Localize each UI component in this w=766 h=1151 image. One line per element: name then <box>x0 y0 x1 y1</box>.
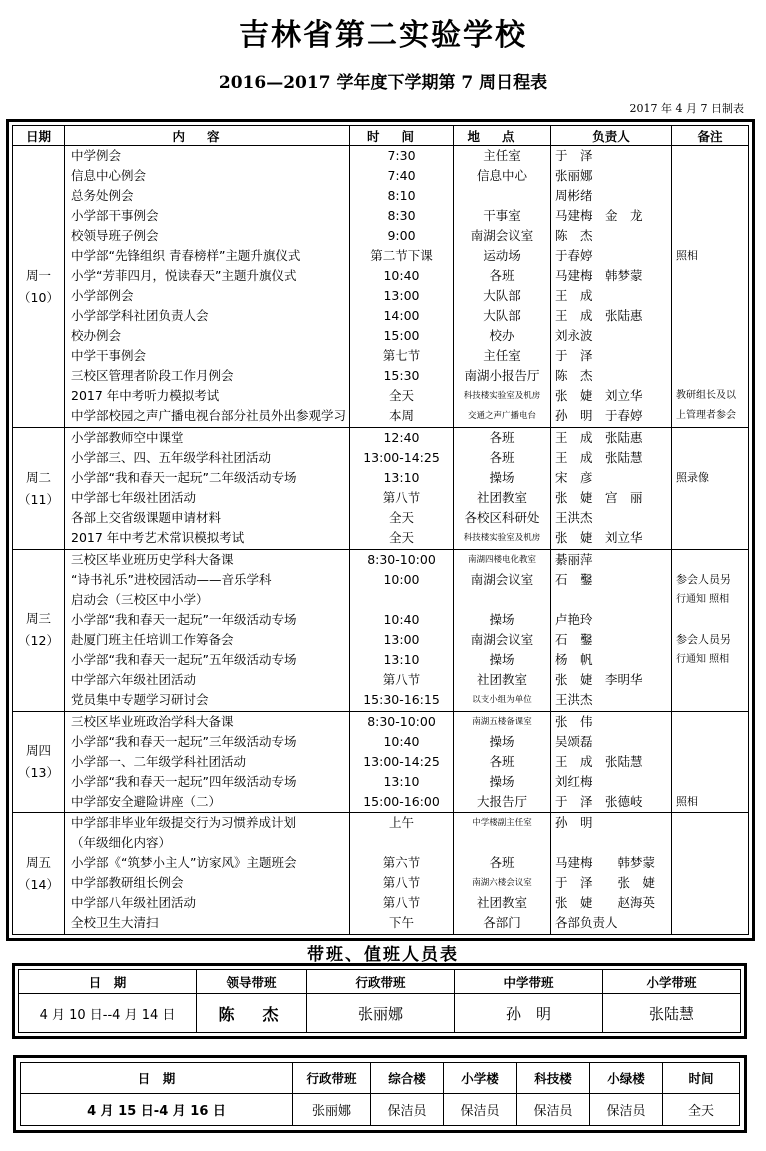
day-number: （13） <box>18 765 59 781</box>
duty-primary: 张陆慧 <box>603 994 741 1033</box>
event-time: 第二节下课 <box>370 248 433 263</box>
event-place: 各校区科研处 <box>464 510 540 526</box>
note-text: 教研组长及以 <box>676 390 736 401</box>
event-content-column <box>65 428 350 550</box>
event-person: 马建梅 金 龙 <box>555 208 643 223</box>
event-content: 全校卫生大清扫 <box>71 915 159 931</box>
event-content: （年级细化内容） <box>71 835 172 851</box>
event-time: 第六节 <box>382 855 421 871</box>
event-content: 赴厦门班主任培训工作筹备会 <box>71 632 234 648</box>
event-content-column <box>65 550 350 712</box>
event-person: 张 婕 李明华 <box>555 672 643 688</box>
duty-header-primary: 小学带班 <box>603 970 741 994</box>
event-time: 9:00 <box>387 228 416 243</box>
day-number: （10） <box>18 289 59 305</box>
event-content: 小学部例会 <box>71 288 134 303</box>
event-place: 校办 <box>489 328 515 343</box>
event-time: 15:30-16:15 <box>363 692 440 708</box>
event-place: 科技楼实验室及机房 <box>463 533 541 544</box>
note-text: 行通知 照相 <box>676 594 730 606</box>
duty-frame <box>12 963 747 1039</box>
event-time: 14:00 <box>383 308 420 323</box>
weekend-primary: 保洁员 <box>444 1093 517 1125</box>
event-person: 张丽娜 <box>555 168 593 183</box>
event-content: 小学部三、四、五年级学科社团活动 <box>71 450 272 466</box>
event-place: 操场 <box>489 733 515 749</box>
event-time: 13:00 <box>383 288 420 303</box>
event-place: 主任室 <box>483 348 521 363</box>
event-person: 张 伟 <box>555 713 593 729</box>
event-content: “诗书礼乐”进校园活动——音乐学科 <box>71 572 272 588</box>
day-cell <box>13 550 65 712</box>
event-place: 科技楼实验室及机房 <box>463 391 541 401</box>
event-time-column <box>350 711 454 813</box>
event-time: 10:40 <box>383 612 420 628</box>
event-content: 各部上交省级课题申请材料 <box>71 510 222 526</box>
duty-admin: 张丽娜 <box>307 994 455 1033</box>
day-row <box>13 146 749 428</box>
duty-header-date: 日 期 <box>19 970 197 994</box>
event-person: 卢艳玲 <box>555 612 593 628</box>
weekend-green: 保洁员 <box>590 1093 663 1125</box>
event-place: 各部门 <box>483 915 521 931</box>
event-person: 于 泽 <box>555 348 593 363</box>
header-person: 负责人 <box>551 126 672 146</box>
day-cell <box>13 428 65 550</box>
schedule-table <box>12 125 749 935</box>
event-place: 各班 <box>489 855 515 871</box>
event-place: 南湖五楼备课室 <box>472 716 532 727</box>
event-place: 南湖六楼会议室 <box>472 878 532 889</box>
event-time: 13:00-14:25 <box>363 753 440 769</box>
event-content-column <box>65 813 350 935</box>
note-text: 照相 <box>676 249 698 262</box>
note-column <box>672 146 749 428</box>
event-place: 操场 <box>489 652 515 668</box>
event-time: 全天 <box>388 530 414 546</box>
event-content-column <box>65 146 350 428</box>
day-row <box>13 813 749 935</box>
weekend-header-general: 综合楼 <box>371 1063 444 1094</box>
header-time: 时间 <box>350 126 454 146</box>
event-time: 第八节 <box>382 672 421 688</box>
event-person <box>551 833 671 853</box>
event-place: 南湖会议室 <box>470 632 534 648</box>
duty-title: 带班、值班人员表 <box>307 945 459 965</box>
page-title: 吉林省第二实验学校 <box>239 18 527 53</box>
event-place: 以支小组为单位 <box>472 695 532 706</box>
event-time: 8:10 <box>387 188 416 203</box>
event-time: 13:10 <box>383 773 420 789</box>
event-person: 石 鑿 <box>555 632 593 648</box>
event-person: 于 泽 <box>555 148 593 163</box>
event-time: 8:30-10:00 <box>367 713 436 729</box>
event-place: 南湖会议室 <box>470 572 534 588</box>
schedule-frame <box>6 119 755 941</box>
event-time: 13:10 <box>383 652 420 668</box>
event-content: 三校区毕业班政治学科大备课 <box>71 713 234 729</box>
event-content: 小学部教师空中课堂 <box>71 430 184 446</box>
event-content: 校领导班子例会 <box>71 228 159 243</box>
event-person: 孙 明 于春婷 <box>555 408 643 423</box>
duty-leader: 陈 杰 <box>197 994 307 1033</box>
event-content: 小学部“我和春天一起玩”五年级活动专场 <box>71 652 297 668</box>
weekend-general: 保洁员 <box>371 1093 444 1125</box>
weekend-header-green: 小绿楼 <box>590 1063 663 1094</box>
event-place-column <box>454 550 551 712</box>
event-content: 中学部校园之声广播电视台部分社员外出参观学习 <box>71 408 347 423</box>
event-time: 10:00 <box>383 572 420 588</box>
note-text: 参会人员另 <box>676 633 731 647</box>
duty-header-leader: 领导带班 <box>197 970 307 994</box>
event-time: 12:40 <box>383 430 420 446</box>
event-content: 中学部“先锋组织 青春榜样”主题升旗仪式 <box>71 248 301 263</box>
event-content: 小学部“我和春天一起玩”二年级活动专场 <box>71 470 297 486</box>
duty-middle: 孙 明 <box>455 994 603 1033</box>
event-place: 社团教室 <box>476 672 527 688</box>
event-content: 2017 年中考艺术常识模拟考试 <box>71 530 245 546</box>
event-content: 小学部“我和春天一起玩”三年级活动专场 <box>71 733 297 749</box>
schedule-body <box>13 146 749 935</box>
event-place: 各班 <box>489 753 515 769</box>
event-time-column <box>350 813 454 935</box>
event-person: 刘永波 <box>555 328 593 343</box>
day-cell <box>13 813 65 935</box>
event-content: 小学“芳菲四月，悦读春天”主题升旗仪式 <box>71 268 297 283</box>
day-number: （11） <box>18 491 59 507</box>
note-text: 照录像 <box>676 471 709 485</box>
event-time: 8:30 <box>387 208 416 223</box>
note-column <box>672 813 749 935</box>
event-time <box>350 833 453 853</box>
note-text: 参会人员另 <box>676 573 731 587</box>
event-place: 社团教室 <box>476 490 527 506</box>
note-column <box>672 428 749 550</box>
day-row <box>13 428 749 550</box>
event-content: 中学部八年级社团活动 <box>71 895 197 911</box>
event-person: 石 鑿 <box>555 572 593 588</box>
event-place <box>454 186 550 206</box>
event-time: 上午 <box>388 815 414 831</box>
event-person: 于 泽 张 婕 <box>555 875 656 891</box>
event-time: 13:00 <box>383 632 420 648</box>
event-person: 各部负责人 <box>555 915 618 931</box>
event-person-column <box>551 813 672 935</box>
duty-header-admin: 行政带班 <box>307 970 455 994</box>
event-person: 张 婕 宫 丽 <box>555 490 643 506</box>
event-person: 吴颂磊 <box>555 733 593 749</box>
event-place: 各班 <box>489 430 515 446</box>
event-place: 操场 <box>489 470 515 486</box>
event-time: 7:40 <box>387 168 416 183</box>
event-person: 马建梅 韩梦蒙 <box>555 855 656 871</box>
day-cell <box>13 711 65 813</box>
weekend-frame <box>13 1055 747 1133</box>
event-time: 第八节 <box>382 875 421 891</box>
day-name: 周三 <box>25 611 51 627</box>
event-time: 15:30 <box>383 368 420 383</box>
weekend-header-primary: 小学楼 <box>444 1063 517 1094</box>
event-time: 本周 <box>388 408 414 423</box>
event-place: 社团教室 <box>476 895 527 911</box>
note-text: 行通知 照相 <box>676 654 730 666</box>
event-place: 南湖小报告厅 <box>464 368 540 383</box>
weekend-admin: 张丽娜 <box>293 1093 371 1125</box>
event-person: 王洪杰 <box>555 692 593 708</box>
event-time: 第七节 <box>382 348 421 363</box>
event-time: 10:40 <box>383 268 420 283</box>
event-time-column <box>350 428 454 550</box>
event-person: 张 婕 刘立华 <box>555 530 643 546</box>
event-time-column <box>350 146 454 428</box>
event-person: 王 成 张陆慧 <box>555 753 643 769</box>
event-content: 启动会（三校区中小学） <box>71 592 209 608</box>
weekend-date: 4 月 15 日-4 月 16 日 <box>21 1093 293 1125</box>
event-person: 王 成 张陆惠 <box>555 430 643 446</box>
event-person: 于 泽 张德岐 <box>555 793 643 809</box>
day-row <box>13 711 749 813</box>
event-person: 陈 杰 <box>555 228 593 243</box>
event-time-column <box>350 550 454 712</box>
weekend-header-date: 日 期 <box>21 1063 293 1094</box>
event-person: 王 成 张陆惠 <box>555 308 643 323</box>
event-time: 8:30-10:00 <box>367 552 436 568</box>
weekend-table <box>20 1062 740 1126</box>
page-subtitle: 2016—2017 学年度下学期第 7 周日程表 <box>218 73 548 93</box>
event-content: 信息中心例会 <box>71 168 147 183</box>
event-place-column <box>454 146 551 428</box>
duty-date: 4 月 10 日--4 月 14 日 <box>19 994 197 1033</box>
event-content: 中学部非毕业年级提交行为习惯养成计划 <box>71 815 297 831</box>
event-content: 总务处例会 <box>71 188 134 203</box>
day-name: 周五 <box>25 854 51 870</box>
event-time: 13:10 <box>383 470 420 486</box>
event-person-column <box>551 711 672 813</box>
event-content: 小学部一、二年级学科社团活动 <box>71 753 247 769</box>
event-person: 王 成 张陆慧 <box>555 450 643 466</box>
day-number: （14） <box>18 876 59 892</box>
event-time: 15:00-16:00 <box>363 793 440 809</box>
note-text: 上管理者参会 <box>676 410 736 421</box>
event-place-column <box>454 428 551 550</box>
event-person: 周彬绪 <box>555 188 593 203</box>
weekend-header-tech: 科技楼 <box>517 1063 590 1094</box>
event-person: 王 成 <box>555 288 593 303</box>
note-column <box>672 711 749 813</box>
duty-header-middle: 中学带班 <box>455 970 603 994</box>
event-person: 马建梅 韩梦蒙 <box>555 268 643 283</box>
event-person-column <box>551 550 672 712</box>
event-time: 下午 <box>388 915 414 931</box>
header-content: 内容 <box>65 126 350 146</box>
event-place: 干事室 <box>483 208 521 223</box>
event-person: 孙 明 <box>555 815 593 831</box>
event-person <box>551 590 671 610</box>
day-cell <box>13 146 65 428</box>
event-place: 操场 <box>489 773 515 789</box>
event-time: 全天 <box>388 388 414 403</box>
event-content: 三校区管理者阶段工作月例会 <box>71 368 234 383</box>
event-place: 大队部 <box>483 288 521 303</box>
event-time: 全天 <box>388 510 414 526</box>
event-content: 中学部七年级社团活动 <box>71 490 197 506</box>
event-content: 中学干事例会 <box>71 348 147 363</box>
event-place: 大队部 <box>483 308 521 323</box>
event-content: 中学部安全避险讲座（二） <box>71 793 222 809</box>
event-content: 三校区毕业班历史学科大备课 <box>71 552 234 568</box>
event-person: 刘红梅 <box>555 773 593 789</box>
header-note: 备注 <box>672 126 749 146</box>
event-person: 张 婕 刘立华 <box>555 388 643 403</box>
event-person-column <box>551 428 672 550</box>
event-place: 大报告厅 <box>476 793 527 809</box>
weekend-header-time: 时间 <box>663 1063 740 1094</box>
event-content: 2017 年中考听力模拟考试 <box>71 388 220 403</box>
event-place: 南湖四楼电化教室 <box>467 555 536 566</box>
duty-table <box>18 969 741 1033</box>
made-date: 2017 年 4 月 7 日制表 <box>629 102 744 115</box>
event-place-column <box>454 813 551 935</box>
event-place: 南湖会议室 <box>470 228 534 243</box>
day-name: 周一 <box>25 267 51 283</box>
event-content: 小学部学科社团负责人会 <box>71 308 209 323</box>
event-content: 小学部“我和春天一起玩”一年级活动专场 <box>71 612 297 628</box>
event-person: 王洪杰 <box>555 510 593 526</box>
event-time: 第八节 <box>382 895 421 911</box>
note-column <box>672 550 749 712</box>
weekend-tech: 保洁员 <box>517 1093 590 1125</box>
event-content: 小学部《“筑梦小主人”访家风》主题班会 <box>71 855 297 871</box>
event-person-column <box>551 146 672 428</box>
event-place: 操场 <box>489 612 515 628</box>
event-person: 陈 杰 <box>555 368 593 383</box>
event-content: 中学部六年级社团活动 <box>71 672 197 688</box>
event-place: 交通之声广播电台 <box>467 411 536 421</box>
event-content-column <box>65 711 350 813</box>
event-time: 第八节 <box>382 490 421 506</box>
event-person: 张 婕 赵海英 <box>555 895 656 911</box>
event-person: 綦丽萍 <box>555 552 593 568</box>
event-person: 宋 彦 <box>555 470 593 486</box>
event-place: 运动场 <box>483 248 521 263</box>
event-place <box>454 833 550 853</box>
day-name: 周二 <box>25 469 51 485</box>
event-content: 小学部“我和春天一起玩”四年级活动专场 <box>71 773 297 789</box>
note-text: 照相 <box>676 794 698 808</box>
event-content: 中学例会 <box>71 148 122 163</box>
event-place: 中学楼副主任室 <box>472 818 532 829</box>
event-place-column <box>454 711 551 813</box>
event-place <box>454 590 550 610</box>
weekend-header-admin: 行政带班 <box>293 1063 371 1094</box>
event-content: 党员集中专题学习研讨会 <box>71 692 209 708</box>
event-place: 各班 <box>489 268 515 283</box>
day-name: 周四 <box>25 743 51 759</box>
event-time: 13:00-14:25 <box>363 450 440 466</box>
event-content: 校办例会 <box>71 328 122 343</box>
day-number: （12） <box>18 633 59 649</box>
event-time: 10:40 <box>383 733 420 749</box>
weekend-time: 全天 <box>663 1093 740 1125</box>
event-person: 杨 帆 <box>555 652 593 668</box>
header-place: 地点 <box>454 126 551 146</box>
event-place: 信息中心 <box>476 168 527 183</box>
event-person: 于春婷 <box>555 248 593 263</box>
event-place: 各班 <box>489 450 515 466</box>
event-time: 15:00 <box>383 328 420 343</box>
event-time: 7:30 <box>387 148 416 163</box>
day-row <box>13 550 749 712</box>
event-content: 中学部教研组长例会 <box>71 875 184 891</box>
header-day: 日期 <box>13 126 65 146</box>
event-place: 主任室 <box>483 148 521 163</box>
event-time <box>350 590 453 610</box>
event-content: 小学部干事例会 <box>71 208 159 223</box>
